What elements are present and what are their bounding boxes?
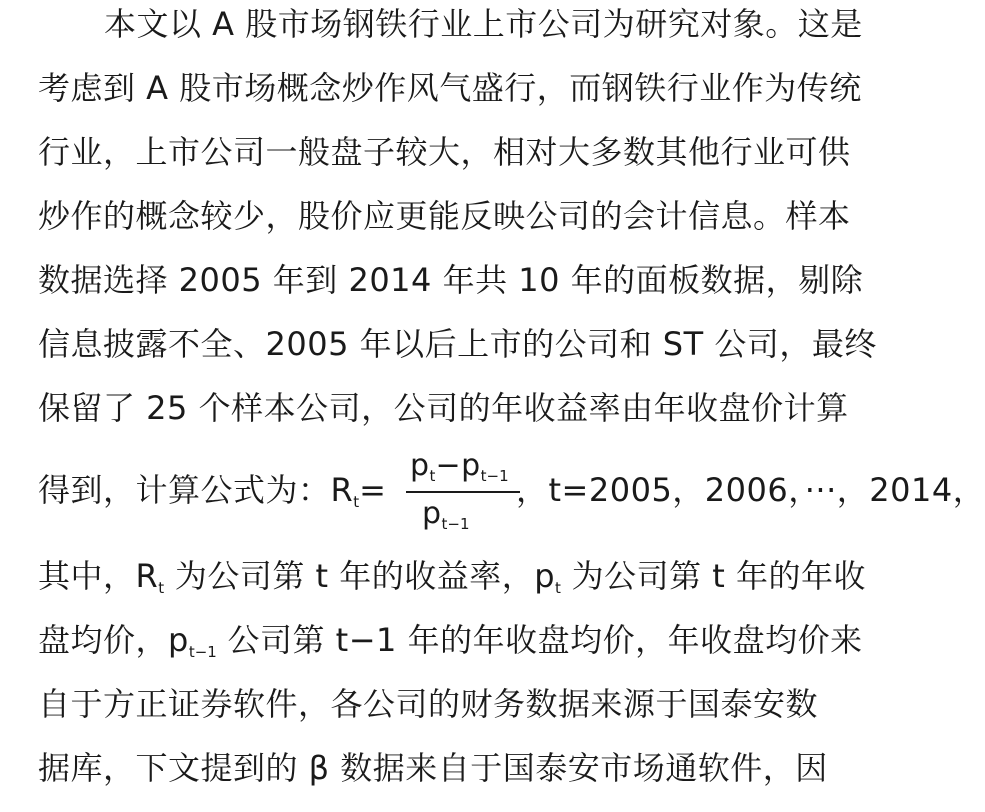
paragraph-line-3: 行业，上市公司一般盘子较大，相对大多数其他行业可供 (38, 133, 851, 171)
line-10-part-a: 盘均价，p (38, 621, 189, 659)
paragraph-line-5: 数据选择 2005 年到 2014 年共 10 年的面板数据，剔除 (38, 261, 864, 299)
formula-line (38, 448, 985, 538)
numerator-p-subscript: t (429, 467, 436, 485)
line-9-part-b: 为公司第 t 年的收益率，p (164, 557, 556, 595)
denominator-p: p (422, 496, 442, 531)
line-9-part-c: 为公司第 t 年的年收 (560, 557, 866, 595)
formula-lead-text: 得到，计算公式为：R (38, 471, 354, 509)
formula-trail: ，t=2005，2006，···，2014， (516, 471, 985, 509)
formula-lead-subscript: t (353, 493, 360, 511)
denominator-p-subscript: t−1 (441, 515, 470, 533)
paragraph-line-7: 保留了 25 个样本公司，公司的年收益率由年收盘价计算 (38, 389, 849, 427)
fraction-denominator (422, 496, 470, 542)
paragraph-line-9 (38, 556, 908, 608)
line-9-subscript-r: t (158, 579, 165, 597)
line-9-part-a: 其中，R (38, 557, 159, 595)
line-10-subscript: t−1 (188, 643, 217, 661)
paragraph-line-11: 自于方正证券软件，各公司的财务数据来源于国泰安数 (38, 685, 819, 723)
fraction-numerator (410, 448, 509, 494)
paragraph-line-4: 炒作的概念较少，股价应更能反映公司的会计信息。样本 (38, 197, 851, 235)
numerator-p-prev-subscript: t−1 (480, 467, 509, 485)
numerator-p: p (410, 448, 430, 483)
line-9-subscript-p: t (555, 579, 561, 597)
paragraph-line-1: 本文以 A 股市场钢铁行业上市公司为研究对象。这是 (104, 5, 863, 43)
paragraph-line-6: 信息披露不全、2005 年以后上市的公司和 ST 公司，最终 (38, 325, 877, 363)
numerator-minus-p: −p (435, 448, 481, 483)
line-10-part-b: 公司第 t−1 年的年收盘均价，年收盘均价来 (216, 621, 863, 659)
formula-equals: = (359, 471, 387, 509)
formula-lead (38, 470, 386, 522)
paragraph-line-10 (38, 620, 908, 672)
fraction-bar (406, 491, 520, 493)
paragraph-line-2: 考虑到 A 股市场概念炒作风气盛行，而钢铁行业作为传统 (38, 69, 862, 107)
paragraph-line-12: 据库，下文提到的 β 数据来自于国泰安市场通软件，因 (38, 749, 828, 787)
